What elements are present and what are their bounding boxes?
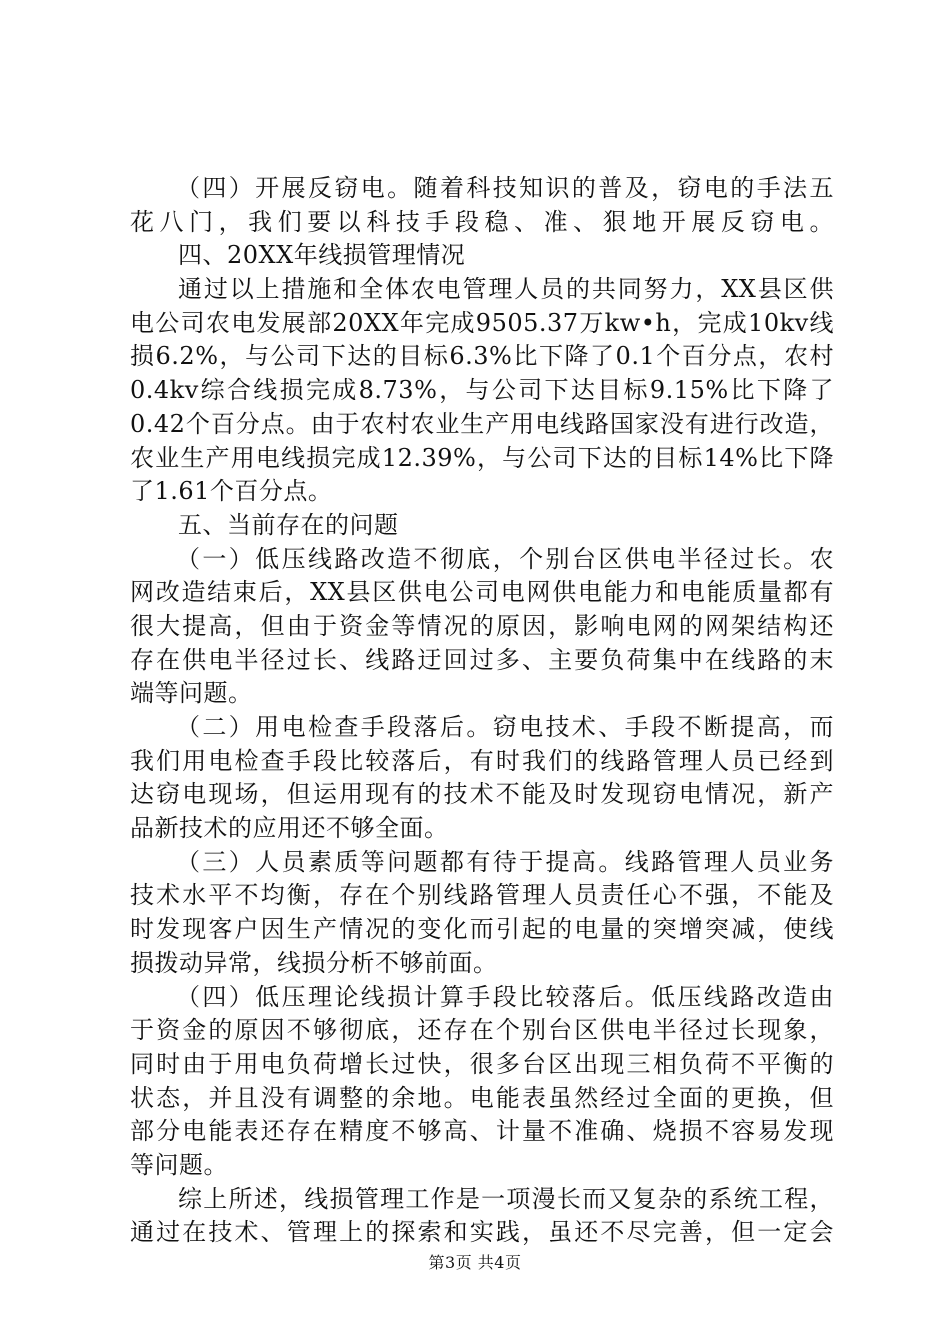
paragraph-line: 0.4kv综合线损完成8.73%，与公司下达目标9.15%比下降了 xyxy=(130,376,834,405)
paragraph-line: 技术水平不均衡，存在个别线路管理人员责任心不强，不能及 xyxy=(130,881,834,910)
paragraph-line: 综上所述，线损管理工作是一项漫长而又复杂的系统工程， xyxy=(178,1184,834,1213)
paragraph-line: 品新技术的应用还不够全面。 xyxy=(130,814,449,843)
paragraph-line: 农业生产用电线损完成12.39%，与公司下达的目标14%比下降 xyxy=(130,443,834,472)
paragraph-line: 0.42个百分点。由于农村农业生产用电线路国家没有进行改造， xyxy=(130,409,834,438)
paragraph-line: （四）低压理论线损计算手段比较落后。低压线路改造由 xyxy=(176,982,834,1011)
paragraph-line: 损拨动异常，线损分析不够前面。 xyxy=(130,948,498,977)
paragraph-line: 等问题。 xyxy=(130,1150,228,1179)
paragraph-line: 时发现客户因生产情况的变化而引起的电量的突增突减，使线 xyxy=(130,915,834,944)
page-number: 第3页 共4页 xyxy=(428,1253,522,1272)
paragraph-line: 电公司农电发展部20XX年完成9505.37万kw•h，完成10kv线 xyxy=(130,308,834,337)
section-heading: 五、当前存在的问题 xyxy=(178,510,399,539)
paragraph-line: （二）用电检查手段落后。窃电技术、手段不断提高，而 xyxy=(176,713,834,741)
section-heading: 四、20XX年线损管理情况 xyxy=(178,241,466,270)
paragraph-line: （三）人员素质等问题都有待于提高。线路管理人员业务 xyxy=(176,847,834,876)
paragraph-line: 了1.61个百分点。 xyxy=(130,477,333,506)
paragraph-line: 存在供电半径过长、线路迂回过多、主要负荷集中在线路的末 xyxy=(130,645,834,674)
paragraph-line: 达窃电现场，但运用现有的技术不能及时发现窃电情况，新产 xyxy=(130,780,834,809)
paragraph-line: 通过在技术、管理上的探索和实践，虽还不尽完善，但一定会 xyxy=(130,1218,834,1247)
paragraph-line: 我们用电检查手段比较落后，有时我们的线路管理人员已经到 xyxy=(130,746,834,775)
paragraph-line: 同时由于用电负荷增长过快，很多台区出现三相负荷不平衡的 xyxy=(130,1049,834,1078)
paragraph-line: 损6.2%，与公司下达的目标6.3%比下降了0.1个百分点，农村 xyxy=(130,342,834,371)
paragraph-line: 部分电能表还存在精度不够高、计量不准确、烧损不容易发现 xyxy=(130,1117,834,1146)
paragraph-line: 网改造结束后，XX县区供电公司电网供电能力和电能质量都有 xyxy=(130,578,834,607)
paragraph-line: 状态，并且没有调整的余地。电能表虽然经过全面的更换，但 xyxy=(130,1083,834,1112)
paragraph-line: 通过以上措施和全体农电管理人员的共同努力，XX县区供 xyxy=(178,275,834,304)
paragraph-line: 于资金的原因不够彻底，还存在个别台区供电半径过长现象， xyxy=(130,1016,834,1045)
paragraph-line: （四）开展反窃电。随着科技知识的普及，窃电的手法五 xyxy=(176,174,834,202)
document-body xyxy=(130,172,834,1250)
paragraph-line: 花八门，我们要以科技手段稳、准、狠地开展反窃电。 xyxy=(130,207,834,236)
paragraph-line: 端等问题。 xyxy=(130,679,253,708)
paragraph-line: （一）低压线路改造不彻底，个别台区供电半径过长。农 xyxy=(176,544,834,573)
paragraph-line: 很大提高，但由于资金等情况的原因，影响电网的网架结构还 xyxy=(130,611,834,640)
